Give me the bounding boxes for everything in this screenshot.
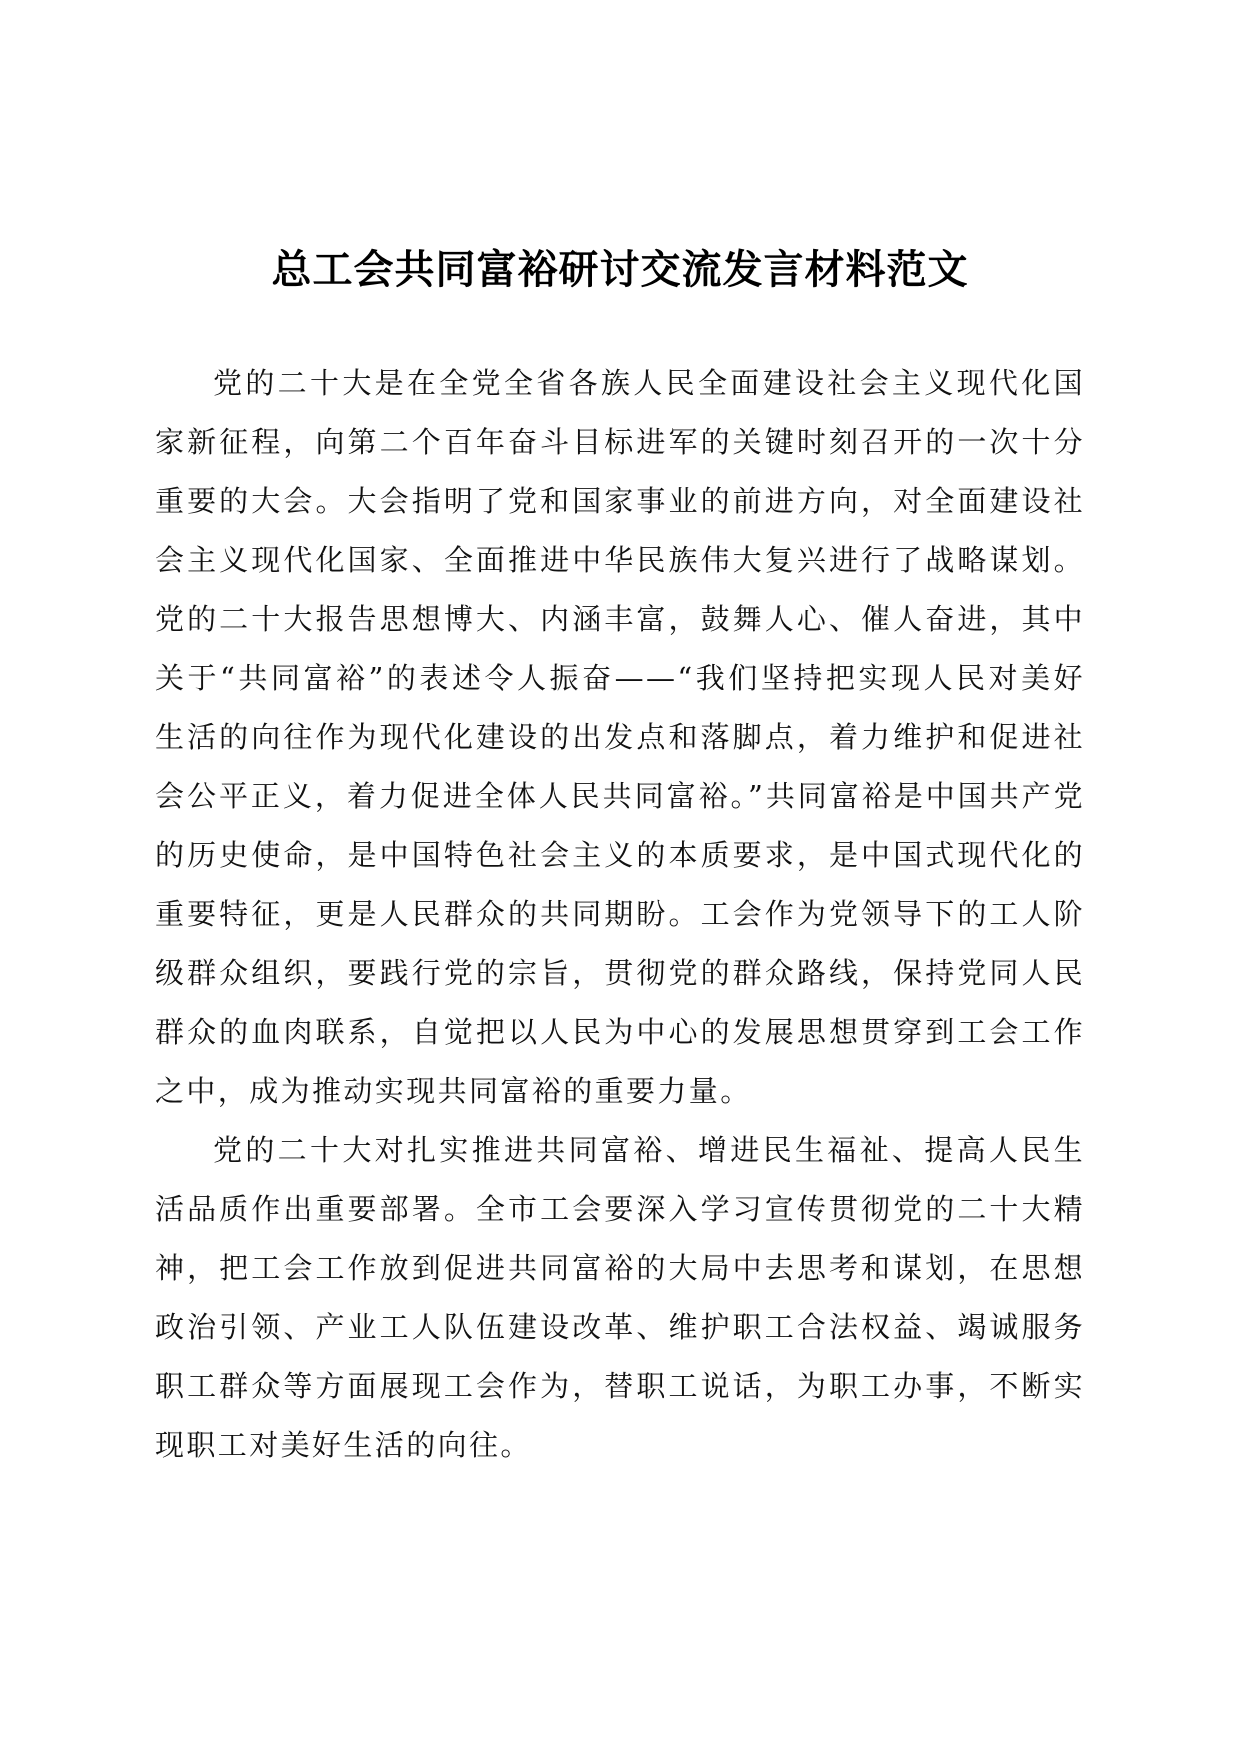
paragraph-2: 党的二十大对扎实推进共同富裕、增进民生福祉、提高人民生活品质作出重要部署。全市工会要深入学习宣传贯彻党的二十大精神，把工会工作放到促进共同富裕的大局中去思考和谋划，在思想政治引领、产业工人队伍建设改革、维护职工合法权益、竭诚服务职工群众等方面展现工会作为，替职工说话，为职工办事，不断实现职工对美好生活的向往。 <box>155 1133 1085 1462</box>
paragraph-1: 党的二十大是在全党全省各族人民全面建设社会主义现代化国家新征程，向第二个百年奋斗目标进军的关键时刻召开的一次十分重要的大会。大会指明了党和国家事业的前进方向，对全面建设社会主义现代化国家、全面推进中华民族伟大复兴进行了战略谋划。党的二十大报告思想博大、内涵丰富，鼓舞人心、催人奋进，其中关于“共同富裕”的表述令人振奋——“我们坚持把实现人民对美好生活的向往作为现代化建设的出发点和落脚点，着力维护和促进社会公平正义，着力促进全体人民共同富裕。”共同富裕是中国共产党的历史使命，是中国特色社会主义的本质要求，是中国式现代化的重要特征，更是人民群众的共同期盼。工会作为党领导下的工人阶级群众组织，要践行党的宗旨，贯彻党的群众路线，保持党同人民群众的血肉联系，自觉把以人民为中心的发展思想贯穿到工会工作之中，成为推动实现共同富裕的重要力量。 <box>155 366 1085 1108</box>
document-body <box>155 354 1085 1475</box>
document-title: 总工会共同富裕研讨交流发言材料范文 <box>271 247 969 293</box>
